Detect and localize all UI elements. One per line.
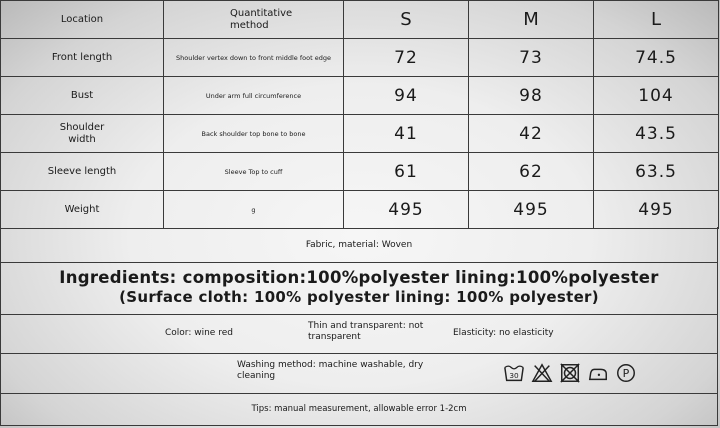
table-row [1, 77, 719, 115]
row-label: Shoulder width [1, 115, 164, 153]
row-value-m: 98 [469, 77, 594, 115]
dry-clean-p-icon [615, 362, 637, 384]
color-text: Color: wine red [165, 328, 233, 338]
header-size-l: L [594, 1, 719, 39]
row-value-l: 495 [594, 191, 719, 229]
thickness-text: Thin and transparent: not transparent [308, 321, 424, 342]
ingredients-line-2: (Surface cloth: 100% polyester lining: 100% polyester) [119, 288, 599, 306]
dry-clean-letter: P [622, 367, 630, 381]
row-method: g [164, 191, 344, 229]
no-tumble-dry-icon [559, 362, 581, 384]
header-row [1, 1, 719, 39]
table-row [1, 191, 719, 229]
row-value-l: 74.5 [594, 39, 719, 77]
row-value-s: 41 [344, 115, 469, 153]
no-bleach-icon [531, 362, 553, 384]
table-row [1, 153, 719, 191]
ingredients-block [0, 263, 718, 315]
row-value-s: 94 [344, 77, 469, 115]
row-value-l: 104 [594, 77, 719, 115]
row-value-l: 43.5 [594, 115, 719, 153]
row-value-s: 72 [344, 39, 469, 77]
header-size-m: M [469, 1, 594, 39]
row-method: Back shoulder top bone to bone [164, 115, 344, 153]
row-label: Weight [1, 191, 164, 229]
header-method: Quantitative method [164, 1, 344, 39]
iron-icon [587, 362, 609, 384]
row-method: Sleeve Top to cuff [164, 153, 344, 191]
row-label: Bust [1, 77, 164, 115]
row-label: Sleeve length [1, 153, 164, 191]
fabric-line: Fabric, material: Woven [0, 227, 718, 263]
properties-row [0, 315, 718, 354]
row-value-s: 61 [344, 153, 469, 191]
wash-30-icon [503, 362, 525, 384]
row-method: Shoulder vertex down to front middle foot edge [164, 39, 344, 77]
header-size-s: S [344, 1, 469, 39]
tips-line: Tips: manual measurement, allowable error 1-2cm [0, 394, 718, 426]
washing-row [0, 354, 718, 394]
row-value-s: 495 [344, 191, 469, 229]
row-value-m: 62 [469, 153, 594, 191]
row-value-m: 73 [469, 39, 594, 77]
table-row [1, 115, 719, 153]
washing-text: Washing method: machine washable, dry cleaning [237, 360, 424, 381]
row-value-m: 495 [469, 191, 594, 229]
care-icons [503, 362, 637, 384]
table-row [1, 39, 719, 77]
row-method: Under arm full circumference [164, 77, 344, 115]
wash-temp-label: 30 [509, 371, 519, 381]
row-value-l: 63.5 [594, 153, 719, 191]
row-label: Front length [1, 39, 164, 77]
ingredients-line-1: Ingredients: composition:100%polyester lining:100%polyester [59, 268, 659, 287]
header-location: Location [1, 1, 164, 39]
row-value-m: 42 [469, 115, 594, 153]
elasticity-text: Elasticity: no elasticity [453, 328, 554, 338]
